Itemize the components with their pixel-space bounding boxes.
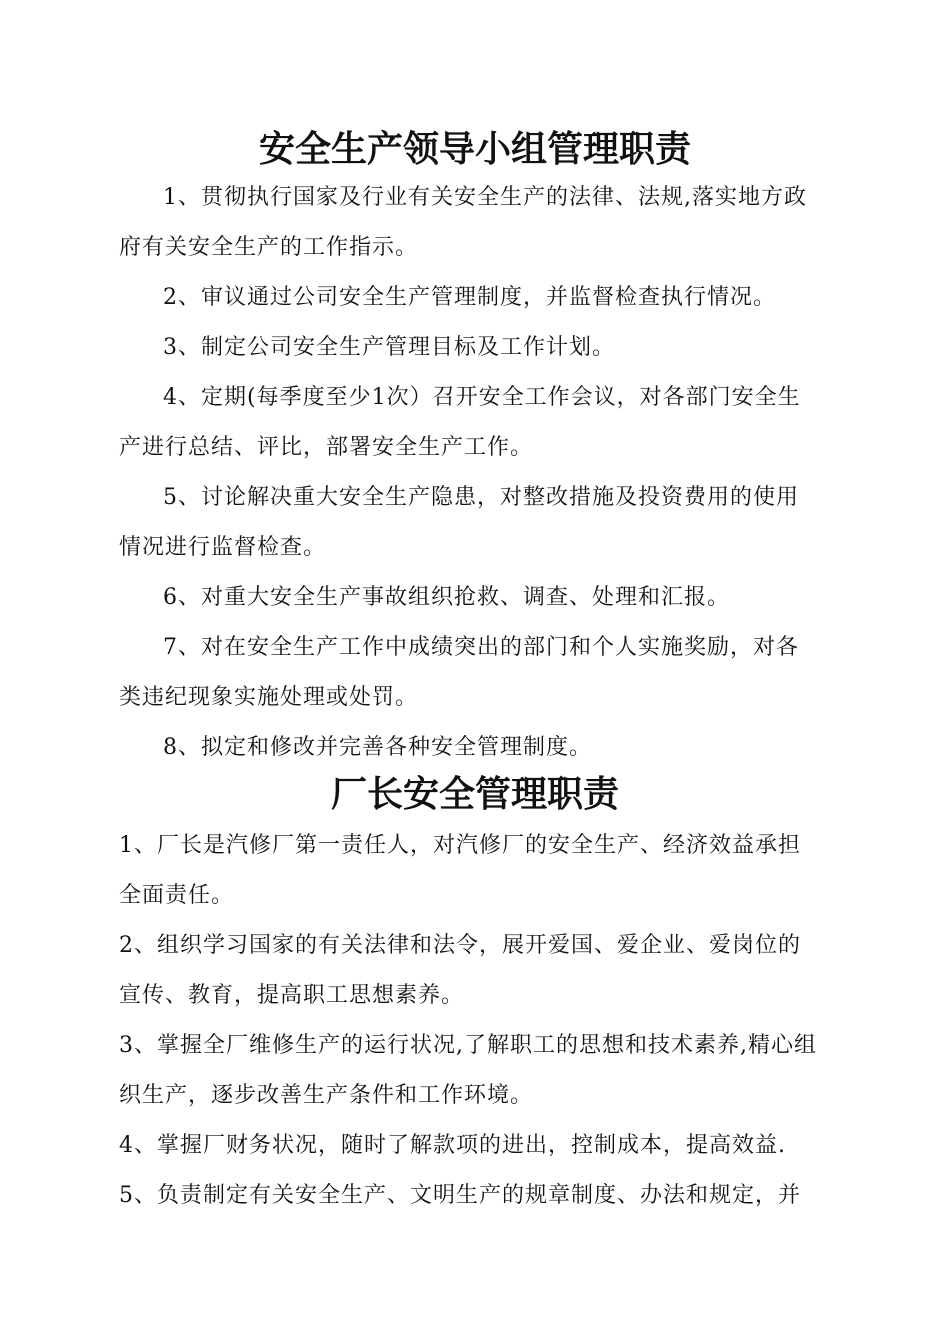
section1-line-1: 1、贯彻执行国家及行业有关安全生产的法律、法规,落实地方政 [163, 185, 807, 210]
section1-line-12: 8、拟定和修改并完善各种安全管理制度。 [163, 735, 592, 760]
section2-title: 厂长安全管理职责 [330, 774, 619, 815]
section1-line-6: 产进行总结、评比，部署安全生产工作。 [119, 435, 534, 460]
section1-line-3: 2、审议通过公司安全生产管理制度，并监督检查执行情况。 [163, 285, 776, 310]
section2-line-2: 全面责任。 [119, 883, 235, 908]
section2-line-4: 宣传、教育，提高职工思想素养。 [119, 983, 465, 1008]
section1-line-4: 3、制定公司安全生产管理目标及工作计划。 [163, 335, 615, 360]
section2-line-8: 5、负责制定有关安全生产、文明生产的规章制度、办法和规定，并 [119, 1183, 801, 1208]
section2-line-7: 4、掌握厂财务状况，随时了解款项的进出，控制成本，提高效益. [119, 1133, 786, 1158]
section1-line-10: 7、对在安全生产工作中成绩突出的部门和个人实施奖励，对各 [163, 635, 799, 660]
section1-line-5: 4、定期(每季度至少1次）召开安全工作会议，对各部门安全生 [163, 385, 801, 410]
section1-line-9: 6、对重大安全生产事故组织抢救、调查、处理和汇报。 [163, 585, 730, 610]
section2-line-1: 1、厂长是汽修厂第一责任人，对汽修厂的安全生产、经济效益承担 [119, 833, 801, 858]
section2-line-3: 2、组织学习国家的有关法律和法令，展开爱国、爱企业、爱岗位的 [119, 933, 801, 958]
section1-title: 安全生产领导小组管理职责 [258, 129, 691, 170]
section1-line-2: 府有关安全生产的工作指示。 [119, 235, 419, 260]
section1-line-11: 类违纪现象实施处理或处罚。 [119, 685, 419, 710]
section1-line-8: 情况进行监督检查。 [119, 535, 327, 560]
section2-line-5: 3、掌握全厂维修生产的运行状况,了解职工的思想和技术素养,精心组 [119, 1033, 817, 1058]
section2-line-6: 织生产，逐步改善生产条件和工作环境。 [119, 1083, 534, 1108]
section1-line-7: 5、讨论解决重大安全生产隐患，对整改措施及投资费用的使用 [163, 485, 799, 510]
